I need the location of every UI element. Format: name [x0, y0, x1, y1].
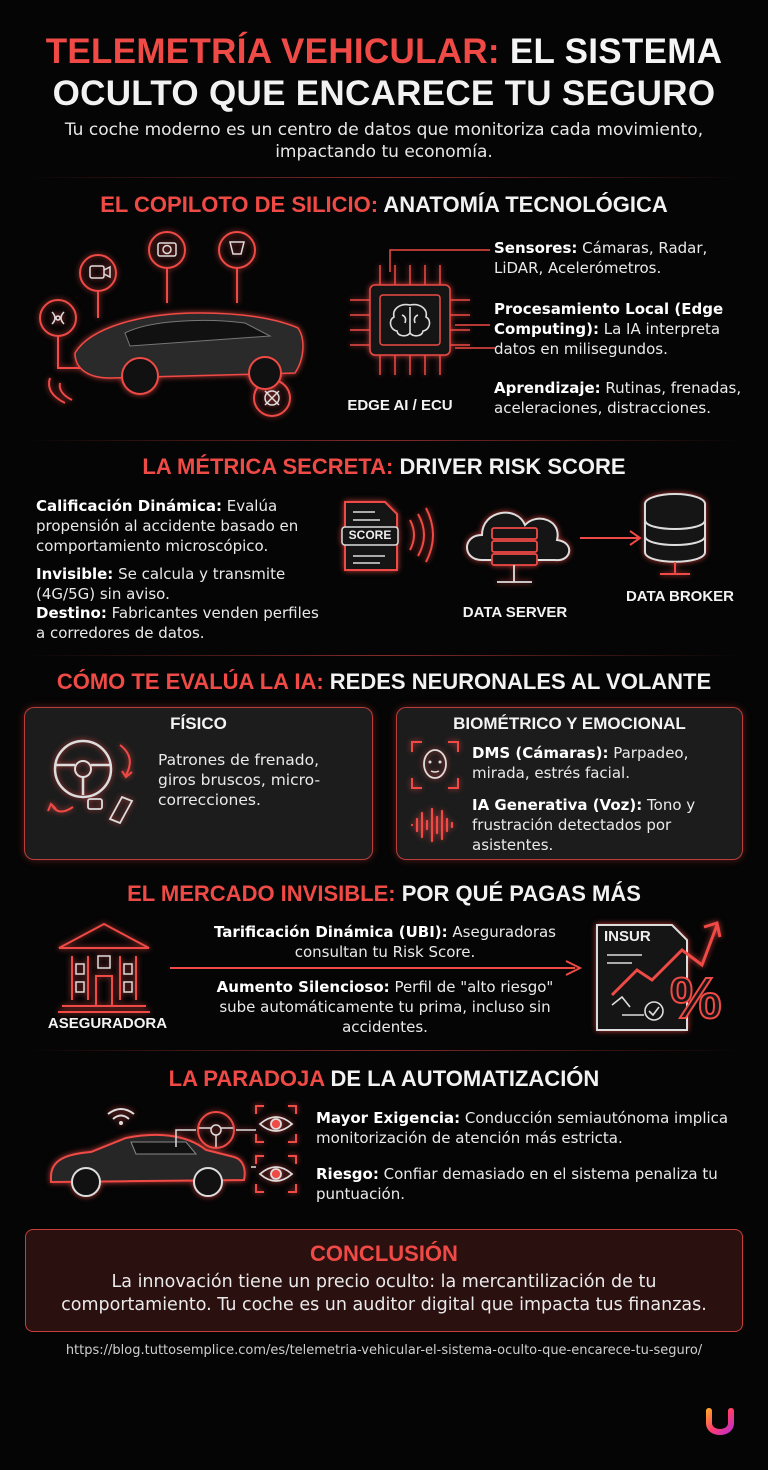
section-title-risk-score [0, 453, 768, 481]
section-title-anatomy [0, 191, 768, 219]
risk-item-destination: Destino: Fabricantes venden perfiles a corredores de datos. [36, 604, 319, 642]
lidar-icon [219, 232, 255, 268]
panel-physical-text: Patrones de frenado, giros bruscos, micro-correcciones. [158, 751, 321, 809]
biometric-item-voice: IA Generativa (Voz): Tono y frustración detectados por asistentes. [472, 796, 696, 854]
section-title-paradox [0, 1065, 768, 1093]
section-title-red: EL COPILOTO DE SILICIO: [100, 192, 379, 217]
car-sensor-illustration [30, 228, 330, 428]
score-label: SCORE [348, 528, 392, 542]
section-title-red: EL MERCADO INVISIBLE: [127, 881, 396, 906]
percent-symbol: % [670, 966, 722, 1031]
section-title-red: LA MÉTRICA SECRETA: [142, 454, 394, 479]
page-title-line-1 [0, 30, 768, 74]
section-title-neural [0, 668, 768, 696]
data-broker-label: DATA BROKER [625, 588, 735, 605]
panel-biometric-title: BIOMÉTRICO Y EMOCIONAL [453, 714, 686, 733]
brand-logo-icon [700, 1403, 740, 1443]
steering-wheel-icon [48, 737, 148, 827]
panel-physical-title: FÍSICO [170, 714, 227, 733]
divider [25, 655, 743, 656]
divider [25, 1050, 743, 1051]
section-title-white: ANATOMÍA TECNOLÓGICA [383, 192, 668, 217]
data-server-label: DATA SERVER [462, 604, 568, 621]
section-title-white: DE LA AUTOMATIZACIÓN [330, 1066, 600, 1091]
title-white-part: EL SISTEMA [509, 32, 723, 71]
paradox-item-demand: Mayor Exigencia: Conducción semiautónoma implica monitorización de atención más estricta. [316, 1109, 729, 1147]
section-title-red: CÓMO TE EVALÚA LA IA: [56, 669, 324, 694]
paradox-item-risk: Riesgo: Confiar demasiado en el sistema penaliza tu puntuación. [316, 1165, 718, 1203]
section-title-red: LA PARADOJA [168, 1066, 325, 1091]
anatomy-item-edge: Procesamiento Local (Edge Computing): La IA interpreta datos en milisegundos. [494, 300, 724, 358]
chip-connector-lines [330, 240, 490, 360]
section-title-white: REDES NEURONALES AL VOLANTE [329, 669, 712, 694]
section-title-white: POR QUÉ PAGAS MÁS [401, 881, 641, 906]
radar-sensor-icon [40, 300, 76, 336]
conclusion-title: CONCLUSIÓN [310, 1241, 458, 1266]
face-scan-icon [410, 740, 460, 790]
market-item-ubi: Tarificación Dinámica (UBI): Aseguradoras consultan tu Risk Score. [214, 923, 556, 961]
eye-tracking-icons [254, 1102, 304, 1202]
section-title-white: DRIVER RISK SCORE [399, 454, 626, 479]
camera-icon [149, 232, 185, 268]
divider [25, 177, 743, 178]
section-title-market [0, 880, 768, 908]
market-item-silent-increase: Aumento Silencioso: Perfil de "alto riesgo" sube automáticamente tu prima, incluso sin accidentes. [216, 978, 554, 1036]
voice-wave-icon [410, 805, 460, 845]
page-subtitle: Tu coche moderno es un centro de datos que monitoriza cada movimiento, impactando tu economía. [64, 120, 704, 162]
insurer-label: ASEGURADORA [47, 1015, 168, 1032]
risk-item-dynamic: Calificación Dinámica: Evalúa propensión al accidente basado en comportamiento microscópico. [36, 497, 299, 555]
biometric-item-dms: DMS (Cámaras): Parpadeo, mirada, estrés facial. [472, 744, 689, 782]
doc-insur-label: INSUR [604, 928, 651, 945]
cloud-server-icon [457, 490, 577, 590]
database-icon [640, 490, 720, 580]
insurer-building-icon [54, 920, 164, 1015]
conclusion-text: La innovación tiene un precio oculto: la mercantilización de tu comportamiento. Tu coche es un auditor digital que impacta tus finanzas. [61, 1272, 707, 1315]
risk-item-invisible: Invisible: Se calcula y transmite (4G/5G) sin aviso. [36, 565, 286, 603]
anatomy-item-learning: Aprendizaje: Rutinas, frenadas, aceleraciones, distracciones. [494, 379, 742, 417]
title-red-part: TELEMETRÍA VEHICULAR: [45, 32, 500, 71]
chip-label: EDGE AI / ECU [347, 397, 453, 414]
divider [25, 440, 743, 441]
page-title-line-2: OCULTO QUE ENCARECE TU SEGURO [52, 74, 716, 113]
anatomy-item-sensors: Sensores: Cámaras, Radar, LiDAR, Acelerómetros. [494, 239, 708, 277]
source-url: https://blog.tuttosemplice.com/es/telemetria-vehicular-el-sistema-oculto-que-encarece-tu-seguro/ [65, 1343, 703, 1358]
